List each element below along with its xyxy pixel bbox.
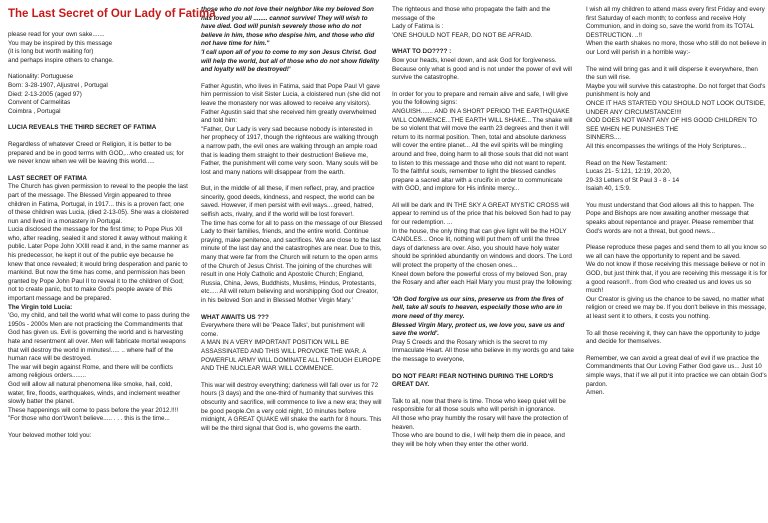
intro-line: You may be inspired by this message bbox=[8, 39, 113, 47]
paragraph: Pray 5 Creeds and the Rosary which is the secret to my Immaculate Heart. All those who believe in my words go and take the message to everyone, bbox=[392, 338, 575, 363]
paragraph: I wish all my children to attend mass every first Friday and every first Saturday of each month; to confess and receive Holy Communion, and in doing so, save the world from its TOTAL DESTRUCTION. ..!! bbox=[586, 6, 765, 39]
intro-line: please read for your own sake....... bbox=[8, 31, 105, 38]
paragraph: Kneel down before the powerful cross of my beloved Son, pray the Rosary and after each Hail Mary you must pray the following: bbox=[392, 270, 573, 287]
paragraph: 'Go, my child, and tell the world what will come to pass during the 1950s - 2000s Men are not practicing the Commandments that God has given us. Evil is governing the world and is harvesting hate and resentment all over. Men will fabricate mortal weapons that will destroy the world in minutes!..... .. where half of the human race will be destroyed. bbox=[8, 312, 190, 363]
paragraph: ONCE IT HAS STARTED YOU SHOULD NOT LOOK OUTSIDE, UNDER ANY CIRCUMSTANCE!!!! bbox=[586, 99, 766, 116]
scripture-ref: 29-33 Letters of St Paul 3 - 8 - 14 bbox=[586, 176, 680, 184]
paragraph: Father Agustin, who lives in Fatima, said that Pope Paul VI gave him permission to visit Sister Lucia, a cloistered nun (she did not leave the monastery nor was allowed to receive any visitors). Father Agustin said that she received him greatly overwhelmed and told him: bbox=[201, 82, 381, 125]
bio-block bbox=[8, 73, 190, 116]
column-2 bbox=[201, 6, 383, 521]
prayer-italic: 'Oh God forgive us our sins, preserve us from the fires of hell, take all souls to heaven, especially those who are in more need of thy mercy. bbox=[392, 295, 564, 320]
section-heading: WHAT TO DO???? : bbox=[392, 48, 452, 56]
column-4 bbox=[586, 6, 768, 521]
paragraph: Lady of Fatima is : bbox=[392, 23, 444, 31]
intro-block bbox=[8, 31, 190, 65]
section-heading: LAST SECRET OF FATIMA bbox=[8, 174, 87, 182]
paragraph: Regardless of whatever Creed or Religion, it is better to be prepared and be in good terms with GOD,...who created us; for we never know when we will be leaving this world..... bbox=[8, 140, 184, 166]
paragraph: To the faithful souls, remember to light the blessed candles prepare a sacred altar with a crucifix in order to communicate with GOD, and implore for His infinite mercy... bbox=[392, 168, 563, 193]
paragraph: The Church has given permission to reveal to the people the last part of the message. The Blessed Virgin appeared to three children in Fatima, Portugal, in 1917... this is a proven fact; one of these children was Lucia, (died 2-13-05). She was a cloistered nun and lived in a monastery in Portugal. bbox=[8, 183, 189, 225]
column-3 bbox=[392, 6, 574, 521]
paragraph: Everywhere there will be 'Peace Talks', but punishment will come. bbox=[201, 322, 365, 338]
paragraph: All this encompasses the writings of the Holy Scriptures... bbox=[586, 142, 746, 150]
paragraph: "For those who don't/won't believe..... . . . this is the time... bbox=[8, 415, 170, 423]
paragraph: You must understand that God allows all this to happen. The Pope and Bishops are now awaiting another message that speaks about repentance and prayer. Please remember that God's words are not a threat, but good news... bbox=[586, 201, 755, 235]
bio-line: Convent of Carmelitas bbox=[8, 99, 71, 107]
quote-italic: those who do not love their neighbor like my beloved Son has loved you all ........ cannot survive! They will wish to have died. God will punish severely those who do not believe in him, those who despise him, and those who did not have time for him." bbox=[201, 6, 375, 48]
paragraph: Bow your heads, kneel down, and ask God for forgiveness. Because only what is good and is not under the power of evil will survive the catastrophe. bbox=[392, 56, 572, 82]
paragraph: The wind will bring gas and it will disperse it everywhere, then the sun will rise. bbox=[586, 65, 758, 82]
closing-amen: Amen. bbox=[586, 389, 605, 397]
bio-line: Coimbra , Portugal bbox=[8, 107, 61, 115]
intro-line: and perhaps inspire others to change. bbox=[8, 56, 114, 64]
virgin-heading: The Virgin told Lucia: bbox=[8, 303, 73, 311]
paragraph: The time has come for all to pass on the message of our Blessed Lady to their families, friends, and the entire world. Continue praying, make penitence, and sacrifices. We are close to the last minute of the last day and the catastrophes are near. Due to this, many that were far from the Church will return to the open arms of the Church of Jesus Christ. The joining of the churches will result in one Holy Catholic and Apostolic Church; England, Russia, China, Jews, Buddhists, Muslims, Hindus, Protestants, etc..... All will return believing and worshipping God our Creator, in his beloved Son and in Blessed Mother Virgin Mary.' bbox=[201, 219, 383, 304]
intro-line: (it is long but worth waiting for) bbox=[8, 48, 94, 56]
paragraph: GOD DOES NOT WANT ANY OF HIS GOOD CHILDREN TO SEE WHEN HE PUNISHES THE bbox=[586, 117, 757, 133]
paragraph: But, in the middle of all these, if men reflect, pray, and practice sincerity, good deeds, kindness, and respect, the world can be saved. However, if men persist with evil ways....greed, hatred, selfish acts, rivalry, and if the world will be lost forever!. bbox=[201, 185, 375, 219]
paragraph: Our Creator is giving us the chance to be saved, no matter what religion or creed we may be. If you don't believe in this message, at least sent it to others, it costs you nothing. bbox=[586, 295, 767, 320]
section-heading: LUCIA REVEALS THE THIRD SECRET OF FATIMA bbox=[8, 124, 157, 132]
section-heading: WHAT AWAITS US ??? bbox=[201, 313, 269, 321]
paragraph: Lucia disclosed the message for the first time; to Pope Pius XII who, after reading, sealed it and stored it away without making it public. Later Pope John XXIII read it and, in the same manner as his predecessor, he kept it out of the public eye because he knew that once revealed; it would bring desperation and panic to mankind. But now the time has come, and permission has been granted by Pope John Paul II to reveal it to the children of God; not to create panic, but to make God's people aware of this important message and be prepared. bbox=[8, 226, 189, 303]
paragraph: ANGUISH....... AND IN A SHORT PERIOD THE EARTHQUAKE WILL COMMENCE...THE EARTH WILL SHAKE... The shake will be so violent that will move the earth 23 degrees and then it will return to its normal position. Then, total and absolute darkness will cover the entire planet... All the evil spirits will be mingling around and free, doing harm to all those souls that did not want to listen to this message and those who did not want to repent. bbox=[392, 107, 573, 167]
paragraph: All will be dark and IN THE SKY A GREAT MYSTIC CROSS will appear to remind us of the price that his beloved Son had to pay for our redemption. ... bbox=[392, 201, 571, 227]
quote-italic: 'I call upon all of you to come to my son Jesus Christ. God will help the world, but all of those who do not show fidelity and loyalty will be destroyed!' bbox=[201, 48, 380, 74]
column-1 bbox=[8, 6, 216, 521]
paragraph: To all those receiving it, they can have the opportunity to judge and decide for themselves. bbox=[586, 329, 760, 346]
paragraph: Maybe you will survive this catastrophe. Do not forget that God's punishment is holy and bbox=[586, 82, 766, 99]
paragraph: SINNERS.... bbox=[586, 134, 621, 142]
paragraph: When the earth shakes no more, those who still do not believe in our Lord will perish in a horrible way:- bbox=[586, 40, 767, 56]
paragraph: The war will begin against Rome, and there will be conflicts among religious orders........ bbox=[8, 363, 173, 380]
paragraph: The righteous and those who propagate the faith and the message of the bbox=[392, 6, 551, 22]
scripture-ref: Lucas 21- 5:121, 12:19, 20:20, bbox=[586, 168, 672, 176]
paragraph: In order for you to prepare and remain alive and safe, I will give you the following signs: bbox=[392, 90, 569, 107]
paragraph: God will allow all natural phenomena like smoke, hail, cold, water, fire, floods, earthquakes, winds, and inclement weather slowly batter the planet. bbox=[8, 380, 181, 406]
paragraph: In the house, the only thing that can give light will be the HOLY CANDLES... Once lit, nothing will put them off until the three days of darkness are over. Also, you should have holy water should be sprinkled abundantly on windows and doors. The Lord will protect the property of the chosen ones... bbox=[392, 227, 572, 270]
paragraph: Your beloved mother told you: bbox=[8, 431, 92, 439]
bio-line: Died: 2-13-2005 (aged 97) bbox=[8, 90, 82, 98]
bio-line: Born: 3-28-1907, Aljustrel , Portugal bbox=[8, 81, 108, 89]
paragraph: Please reproduce these pages and send them to all you know so we all can have the opportunity to repent and be saved. bbox=[586, 244, 767, 260]
paragraph: "Father, Our Lady is very sad because nobody is interested in her prophecy of 1917, though the righteous are walking through a narrow path, the evil ones are walking through an ample road that is leading them straight to their destruction! Believe me, Father, the punishment will come very soon. 'Many souls will be lost and many nations will disappear from the earth. bbox=[201, 125, 379, 176]
paragraph: 'ONE SHOULD NOT FEAR, DO NOT BE AFRAID. bbox=[392, 31, 533, 39]
paragraph: All those who pray humbly the rosary will have the protection of heaven. bbox=[392, 414, 569, 431]
paragraph: These happenings will come to pass before the year 2012.!!!! bbox=[8, 406, 179, 414]
scripture-ref: Isaiah 40, 1:5:9. bbox=[586, 185, 631, 193]
paragraph: This war will destroy everything; darkness will fall over us for 72 hours (3 days) and the one-third of humanity that survives this obscurity and sacrifice, will commence to live a new era; they will be good people.On a very cold night, 10 minutes before midnight, A GREAT QUAKE will shake the earth for 8 hours. This will be the third signal that God is, who governs the earth. bbox=[201, 381, 382, 432]
document-title: The Last Secret of Our Lady of Fatima bbox=[8, 8, 216, 20]
bio-line: Nationality: Portuguese bbox=[8, 73, 74, 81]
paragraph: We do not know if those receiving this message believe or not in GOD, but just think that, if you are receiving this message it is for a good reason!!.. from God who created us and loves us so much! bbox=[586, 261, 767, 295]
paragraph: Read on the New Testament: bbox=[586, 159, 668, 167]
prayer-italic: Blessed Virgin Mary, protect us, we love you, save us and save the world'. bbox=[392, 321, 565, 338]
paragraph: Remember, we can avoid a great deal of evil if we practice the Commandments that Our Loving Father God gave us... Just 10 simple ways, that if we all put it into practice we can obtain God's pardon. bbox=[586, 354, 767, 388]
paragraph: Talk to all, now that there is time. Those who keep quiet will be responsible for all those souls who will perish in ignorance. bbox=[392, 397, 566, 414]
paragraph: Those who are bound to die, I will help them die in peace, and they will be holy when they enter the other world. bbox=[392, 432, 565, 448]
paragraph: A MAN IN A VERY IMPORTANT POSITION WILL BE ASSASSINATED AND THIS WILL PROVOKE THE WAR. A POWERFUL ARMY WILL DOMINATE ALL THROUGH EUROPE AND THE NUCLEAR WAR WILL COMMENCE. bbox=[201, 339, 381, 373]
section-heading: DO NOT FEAR! FEAR NOTHING DURING THE LORD'S GREAT DAY. bbox=[392, 372, 554, 389]
